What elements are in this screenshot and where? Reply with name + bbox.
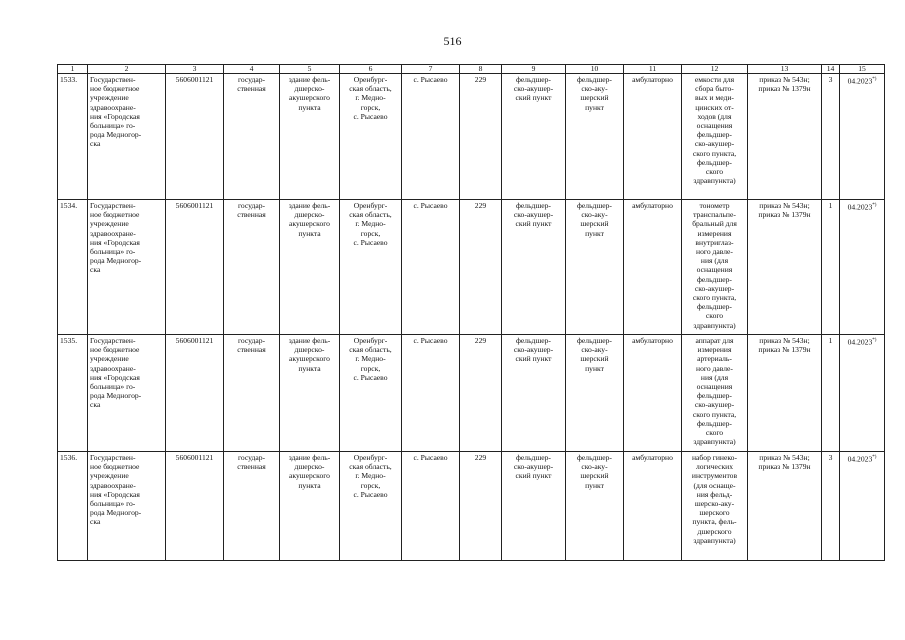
unit-type-cell: фельдшер- ско-акушер- ский пункт xyxy=(502,200,566,335)
unit-type-cell: фельдшер- ско-акушер- ский пункт xyxy=(502,452,566,561)
footnote-mark: *) xyxy=(872,203,877,208)
locality-cell: с. Рысаево xyxy=(402,335,460,452)
column-header: 3 xyxy=(166,65,224,74)
locality-cell: с. Рысаево xyxy=(402,452,460,561)
column-header: 11 xyxy=(624,65,682,74)
unit-type-cell: фельдшер- ско-акушер- ский пункт xyxy=(502,335,566,452)
population-cell: 229 xyxy=(460,200,502,335)
date-cell xyxy=(840,200,885,335)
equipment-cell: набор гинеко- логических инструментов (для оснаще- ния фельд- шерско-аку- шерского пункта, фель- дшерского здравпункта) xyxy=(682,452,748,561)
unit-name-cell: фельдшер- ско-аку- шерский пункт xyxy=(566,200,624,335)
population-cell: 229 xyxy=(460,74,502,200)
date-cell xyxy=(840,74,885,200)
locality-cell: с. Рысаево xyxy=(402,74,460,200)
address-cell: Оренбург- ская область, г. Медно- горск, с. Рысаево xyxy=(340,74,402,200)
ownership-cell: государ- ственная xyxy=(224,200,280,335)
date-cell xyxy=(840,452,885,561)
building-cell: здание фель- дшерско- акушерского пункта xyxy=(280,335,340,452)
care-condition-cell: амбулаторно xyxy=(624,74,682,200)
row-number: 1533. xyxy=(58,74,88,200)
table-row xyxy=(58,452,885,561)
table-row xyxy=(58,74,885,200)
date-value: 04.2023 xyxy=(847,337,873,347)
inn-cell: 5606001121 xyxy=(166,74,224,200)
address-cell: Оренбург- ская область, г. Медно- горск, с. Рысаево xyxy=(340,200,402,335)
inn-cell: 5606001121 xyxy=(166,452,224,561)
address-cell: Оренбург- ская область, г. Медно- горск, с. Рысаево xyxy=(340,452,402,561)
basis-cell: приказ № 543н; приказ № 1379н xyxy=(748,200,822,335)
building-cell: здание фель- дшерско- акушерского пункта xyxy=(280,200,340,335)
column-header: 12 xyxy=(682,65,748,74)
equipment-cell: тонометр транспальпе- бральный для измерения внутриглаз- ного давле- ния (для оснащения фельдшер- ско-акушер- ского пункта, фельдшер- ского здравпункта) xyxy=(682,200,748,335)
care-condition-cell: амбулаторно xyxy=(624,200,682,335)
quantity-cell: 1 xyxy=(822,335,840,452)
quantity-cell: 1 xyxy=(822,200,840,335)
population-cell: 229 xyxy=(460,335,502,452)
organization-name: Государствен- ное бюджетное учреждение здравоохране- ния «Городская больница» го- рода Медногор- ска xyxy=(88,200,166,335)
column-header: 6 xyxy=(340,65,402,74)
building-cell: здание фель- дшерско- акушерского пункта xyxy=(280,74,340,200)
table-row xyxy=(58,335,885,452)
column-header: 4 xyxy=(224,65,280,74)
basis-cell: приказ № 543н; приказ № 1379н xyxy=(748,452,822,561)
date-value: 04.2023 xyxy=(847,454,873,464)
footnote-mark: *) xyxy=(872,338,877,343)
column-header: 9 xyxy=(502,65,566,74)
care-condition-cell: амбулаторно xyxy=(624,452,682,561)
ownership-cell: государ- ственная xyxy=(224,335,280,452)
basis-cell: приказ № 543н; приказ № 1379н xyxy=(748,335,822,452)
date-value: 04.2023 xyxy=(847,76,873,86)
column-header: 2 xyxy=(88,65,166,74)
date-value: 04.2023 xyxy=(847,202,873,212)
column-number-row xyxy=(58,65,885,74)
care-condition-cell: амбулаторно xyxy=(624,335,682,452)
unit-name-cell: фельдшер- ско-аку- шерский пункт xyxy=(566,335,624,452)
date-cell xyxy=(840,335,885,452)
row-number: 1535. xyxy=(58,335,88,452)
unit-type-cell: фельдшер- ско-акушер- ский пункт xyxy=(502,74,566,200)
page-number: 516 xyxy=(443,34,462,48)
equipment-cell: аппарат для измерения артериаль- ного давле- ния (для оснащения фельдшер- ско-акушер- ского пункта, фельдшер- ского здравпункта) xyxy=(682,335,748,452)
address-cell: Оренбург- ская область, г. Медно- горск, с. Рысаево xyxy=(340,335,402,452)
ownership-cell: государ- ственная xyxy=(224,74,280,200)
unit-name-cell: фельдшер- ско-аку- шерский пункт xyxy=(566,452,624,561)
column-header: 1 xyxy=(58,65,88,74)
unit-name-cell: фельдшер- ско-аку- шерский пункт xyxy=(566,74,624,200)
organization-name: Государствен- ное бюджетное учреждение здравоохране- ния «Городская больница» го- рода Медногор- ска xyxy=(88,74,166,200)
register-table xyxy=(57,64,885,561)
locality-cell: с. Рысаево xyxy=(402,200,460,335)
column-header: 15 xyxy=(840,65,885,74)
basis-cell: приказ № 543н; приказ № 1379н xyxy=(748,74,822,200)
column-header: 8 xyxy=(460,65,502,74)
organization-name: Государствен- ное бюджетное учреждение здравоохране- ния «Городская больница» го- рода Медногор- ска xyxy=(88,452,166,561)
column-header: 7 xyxy=(402,65,460,74)
organization-name: Государствен- ное бюджетное учреждение здравоохране- ния «Городская больница» го- рода Медногор- ска xyxy=(88,335,166,452)
footnote-mark: *) xyxy=(872,77,877,82)
table-row xyxy=(58,200,885,335)
row-number: 1534. xyxy=(58,200,88,335)
inn-cell: 5606001121 xyxy=(166,200,224,335)
row-number: 1536. xyxy=(58,452,88,561)
column-header: 10 xyxy=(566,65,624,74)
ownership-cell: государ- ственная xyxy=(224,452,280,561)
population-cell: 229 xyxy=(460,452,502,561)
footnote-mark: *) xyxy=(872,455,877,460)
quantity-cell: 3 xyxy=(822,74,840,200)
building-cell: здание фель- дшерско- акушерского пункта xyxy=(280,452,340,561)
column-header: 14 xyxy=(822,65,840,74)
inn-cell: 5606001121 xyxy=(166,335,224,452)
column-header: 13 xyxy=(748,65,822,74)
equipment-cell: емкости для сбора быто- вых и меди- цинских от- ходов (для оснащения фельдшер- ско-акушер- ского пункта, фельдшер- ского здравпункта) xyxy=(682,74,748,200)
quantity-cell: 3 xyxy=(822,452,840,561)
column-header: 5 xyxy=(280,65,340,74)
